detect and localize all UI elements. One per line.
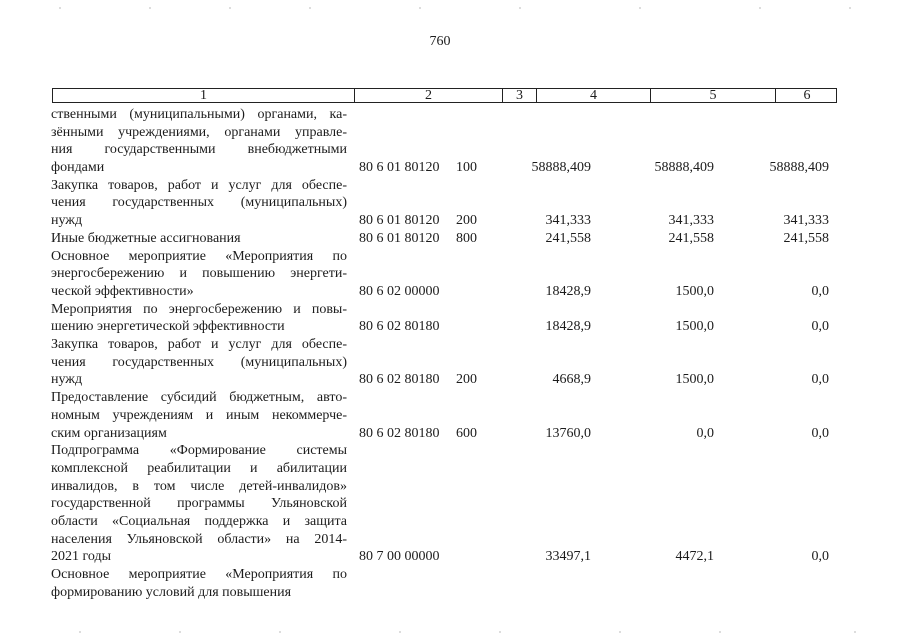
row-value-2020: 58888,409 bbox=[654, 160, 714, 176]
row-description bbox=[51, 248, 347, 301]
row-value-2021: 58888,409 bbox=[769, 160, 829, 176]
row-value-2020: 4472,1 bbox=[675, 549, 714, 565]
row-code: 80 6 02 80180 bbox=[359, 372, 440, 388]
row-code: 80 6 01 80120 bbox=[359, 213, 440, 229]
description-line: области «Социальная поддержка и защита bbox=[51, 514, 347, 530]
row-value-2020: 241,558 bbox=[668, 230, 714, 246]
description-line: инвалидов, в том числе детей-инвалидов» bbox=[51, 478, 347, 494]
row-code: 80 6 02 00000 bbox=[359, 283, 440, 299]
row-type: 600 bbox=[456, 425, 477, 441]
row-type: 200 bbox=[456, 372, 477, 388]
column-header-6: 6 bbox=[803, 88, 811, 103]
row-description bbox=[51, 336, 347, 389]
row-value-2019: 18428,9 bbox=[545, 319, 591, 335]
description-line: комплексной реабилитации и абилитации bbox=[51, 460, 347, 476]
description-line: населения Ульяновской области» на 2014- bbox=[51, 531, 347, 547]
description-line: нужд bbox=[51, 213, 83, 229]
row-value-2021: 0,0 bbox=[811, 372, 829, 388]
row-value-2019: 4668,9 bbox=[552, 372, 591, 388]
description-line: Мероприятия по энергосбережению и повы- bbox=[51, 301, 347, 317]
table-row bbox=[0, 248, 905, 301]
description-line: нужд bbox=[51, 372, 83, 388]
row-value-2020: 1500,0 bbox=[675, 283, 714, 299]
row-description bbox=[51, 566, 347, 601]
row-value-2019: 18428,9 bbox=[545, 283, 591, 299]
description-line: ственными (муниципальными) органами, ка- bbox=[51, 107, 347, 122]
column-header-5: 5 bbox=[651, 89, 776, 102]
table-row bbox=[0, 230, 905, 248]
description-line: 2021 годы bbox=[51, 549, 112, 565]
row-description bbox=[51, 301, 347, 336]
table-row bbox=[0, 442, 905, 566]
description-line: фондами bbox=[51, 160, 105, 176]
table-row bbox=[0, 566, 905, 601]
row-value-2020: 341,333 bbox=[668, 213, 714, 229]
row-description bbox=[51, 442, 347, 566]
row-value-2021: 0,0 bbox=[811, 425, 829, 441]
description-line: ния государственными внебюджетными bbox=[51, 142, 347, 158]
column-header-4: 4 bbox=[537, 89, 651, 102]
row-value-2020: 1500,0 bbox=[675, 372, 714, 388]
row-code: 80 6 02 80180 bbox=[359, 425, 440, 441]
description-line: зёнными учреждениями, органами управле- bbox=[51, 124, 347, 140]
row-type: 100 bbox=[456, 160, 477, 176]
row-value-2019: 58888,409 bbox=[531, 160, 591, 176]
table-header bbox=[52, 88, 837, 103]
scan-noise-bottom bbox=[0, 630, 905, 634]
description-line: Предоставление субсидий бюджетным, авто- bbox=[51, 390, 347, 406]
row-description bbox=[51, 106, 347, 177]
row-value-2020: 0,0 bbox=[696, 425, 714, 441]
row-description bbox=[51, 177, 347, 230]
table-row bbox=[0, 301, 905, 336]
description-line: ческой эффективности» bbox=[51, 283, 194, 299]
row-value-2020: 1500,0 bbox=[675, 319, 714, 335]
page-number: 760 bbox=[429, 34, 451, 49]
description-line: Подпрограмма «Формирование системы bbox=[51, 443, 347, 459]
row-code: 80 6 01 80120 bbox=[359, 230, 440, 246]
row-description bbox=[51, 389, 347, 442]
row-value-2019: 241,558 bbox=[545, 230, 591, 246]
description-line: Закупка товаров, работ и услуг для обеспе- bbox=[51, 337, 347, 353]
table-row bbox=[0, 336, 905, 389]
column-header-2: 2 bbox=[355, 89, 503, 102]
row-value-2019: 13760,0 bbox=[545, 425, 591, 441]
description-line: Основное мероприятие «Мероприятия по bbox=[51, 248, 347, 264]
row-value-2021: 241,558 bbox=[783, 230, 829, 246]
description-line: энергосбережению и повышению энергети- bbox=[51, 266, 347, 282]
description-line: государственной программы Ульяновской bbox=[51, 496, 347, 512]
description-line: формированию условий для повышения bbox=[51, 584, 292, 600]
row-code: 80 7 00 00000 bbox=[359, 549, 440, 565]
row-type: 200 bbox=[456, 213, 477, 229]
description-line: чения государственных (муниципальных) bbox=[51, 195, 347, 211]
row-value-2021: 0,0 bbox=[811, 319, 829, 335]
row-value-2021: 341,333 bbox=[783, 213, 829, 229]
scan-noise-top bbox=[0, 6, 905, 10]
row-description bbox=[51, 230, 347, 248]
row-value-2019: 33497,1 bbox=[545, 549, 591, 565]
row-value-2021: 0,0 bbox=[811, 283, 829, 299]
row-type: 800 bbox=[456, 230, 477, 246]
table-row bbox=[0, 106, 905, 177]
table-row bbox=[0, 177, 905, 230]
column-header-1: 1 bbox=[53, 89, 355, 102]
description-line: Основное мероприятие «Мероприятия по bbox=[51, 567, 347, 583]
description-line: шению энергетической эффективности bbox=[51, 319, 285, 335]
description-line: ским организациям bbox=[51, 425, 167, 441]
row-value-2019: 341,333 bbox=[545, 213, 591, 229]
description-line: Иные бюджетные ассигнования bbox=[51, 230, 241, 246]
table-row bbox=[0, 389, 905, 442]
description-line: Закупка товаров, работ и услуг для обеспе- bbox=[51, 177, 347, 193]
description-line: номным учреждениям и иным некоммерче- bbox=[51, 407, 347, 423]
description-line: чения государственных (муниципальных) bbox=[51, 354, 347, 370]
row-code: 80 6 01 80120 bbox=[359, 160, 440, 176]
row-code: 80 6 02 80180 bbox=[359, 319, 440, 335]
column-header-3: 3 bbox=[503, 89, 537, 102]
row-value-2021: 0,0 bbox=[811, 549, 829, 565]
